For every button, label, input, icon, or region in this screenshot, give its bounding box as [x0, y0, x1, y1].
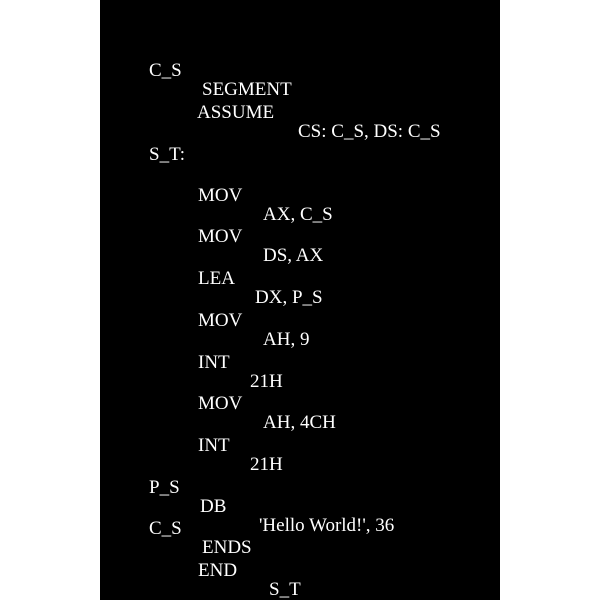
code-operands: 21H — [250, 454, 283, 475]
code-directive: ASSUME — [197, 102, 275, 123]
code-opcode: INT — [198, 352, 230, 373]
code-opcode: INT — [198, 435, 230, 456]
code-panel — [100, 0, 500, 600]
code-operands: S_T — [269, 579, 301, 600]
code-opcode: MOV — [198, 226, 243, 247]
code-directive: SEGMENT — [202, 79, 292, 100]
code-opcode: MOV — [198, 310, 243, 331]
code-operands: AX, C_S — [263, 204, 333, 225]
code-label: P_S — [149, 477, 180, 498]
code-operands: DX, P_S — [255, 287, 323, 308]
code-directive: DB — [200, 496, 227, 517]
code-opcode: MOV — [198, 393, 243, 414]
code-label: C_S — [149, 518, 182, 539]
code-directive: END — [198, 560, 238, 581]
code-line — [100, 542, 301, 600]
code-label: C_S — [149, 60, 182, 81]
code-operands: CS: C_S, DS: C_S — [298, 121, 441, 142]
code-opcode: MOV — [198, 185, 243, 206]
code-operands: 21H — [250, 371, 283, 392]
code-operands: DS, AX — [263, 245, 324, 266]
code-opcode: LEA — [198, 268, 235, 289]
code-operands: AH, 4CH — [263, 412, 336, 433]
code-directive: ENDS — [202, 537, 252, 558]
code-label: S_T: — [149, 144, 186, 165]
code-operands: AH, 9 — [263, 329, 310, 350]
code-operands: 'Hello World!', 36 — [259, 515, 395, 536]
